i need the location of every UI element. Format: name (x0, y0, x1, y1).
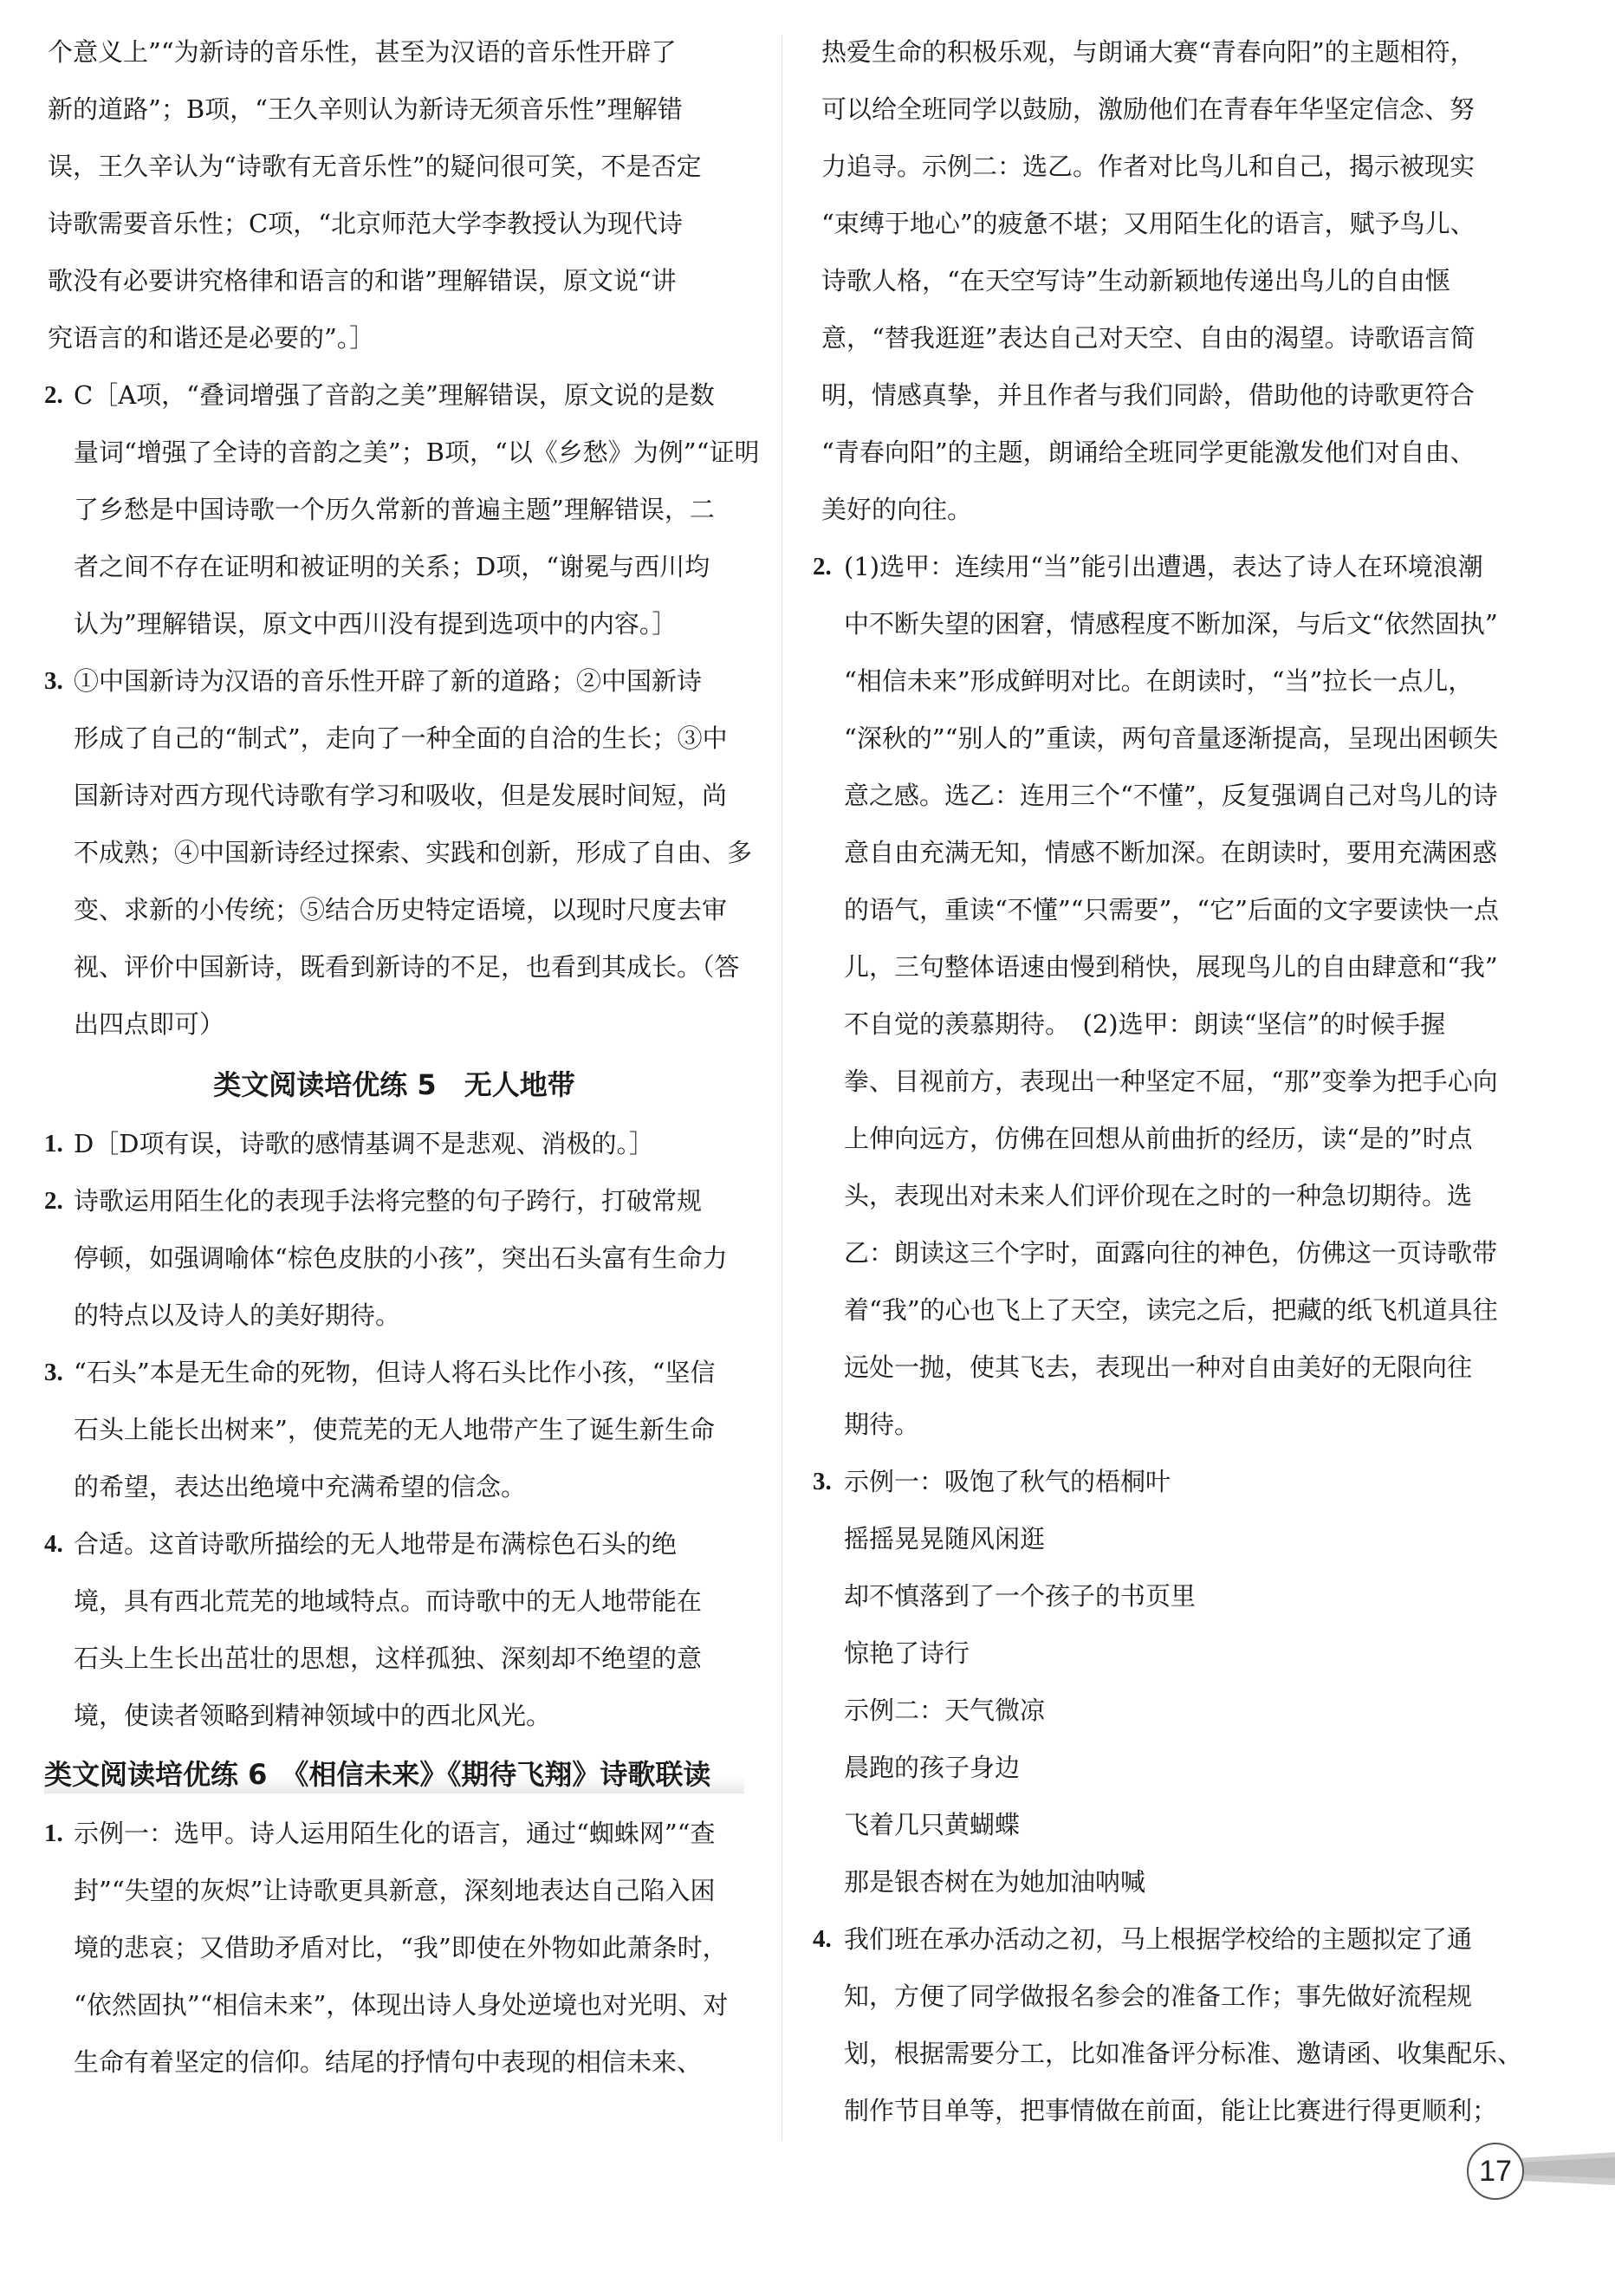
text-line: 诗歌人格，“在天空写诗”生动新颖地传递出鸟儿的自由惬 (821, 266, 1450, 295)
text-line: 着“我”的心也飞上了天空，读完之后，把藏的纸飞机道具往 (844, 1295, 1498, 1325)
text-line: 拳、目视前方，表现出一种坚定不屈，“那”变拳为把手心向 (844, 1067, 1498, 1096)
text-line: 新的道路”；B项，“王久辛则认为新诗无须音乐性”理解错 (48, 94, 683, 124)
text-line: 生命有着坚定的信仰。结尾的抒情句中表现的相信未来、 (74, 2047, 703, 2077)
section-heading-6: 类文阅读培优练 6 《相信未来》《期待飞翔》诗歌联读 (44, 1755, 744, 1793)
text-line: 视、评价中国新诗，既看到新诗的不足，也看到其成长。（答 (74, 952, 740, 982)
text-line: 究语言的和谐还是必要的”。］ (48, 323, 375, 353)
text-line: 的语气，重读“不懂”“只需要”，“它”后面的文字要读快一点 (844, 895, 1499, 924)
text-line: 认为”理解错误，原文中西川没有提到选项中的内容。］ (74, 609, 678, 639)
question-number: 1. (44, 1130, 63, 1158)
poem-line: 惊艳了诗行 (844, 1638, 970, 1668)
text-line: 明，情感真挚，并且作者与我们同龄，借助他的诗歌更符合 (821, 380, 1476, 410)
poem-line: 飞着几只黄蝴蝶 (844, 1810, 1021, 1839)
poem-line: 示例一：吸饱了秋气的梧桐叶 (844, 1467, 1171, 1496)
text-line: 意之感。选乙：连用三个“不懂”，反复强调自己对鸟儿的诗 (844, 781, 1498, 810)
poem-line: 却不慎落到了一个孩子的书页里 (844, 1581, 1197, 1611)
text-line: 知，方便了同学做报名参会的准备工作；事先做好流程规 (844, 1981, 1473, 2011)
text-line: 量词“增强了全诗的音韵之美”；B项，“以《乡愁》为例”“证明 (74, 438, 760, 467)
text-line: 个意义上”“为新诗的音乐性，甚至为汉语的音乐性开辟了 (48, 37, 677, 67)
text-line: D［D项有误，诗歌的感情基调不是悲观、消极的。］ (74, 1129, 655, 1158)
question-number: 4. (813, 1925, 832, 1953)
text-line: 儿，三句整体语速由慢到稍快，展现鸟儿的自由肆意和“我” (844, 952, 1498, 982)
text-line: 意，“替我逛逛”表达自己对天空、自由的渴望。诗歌语言简 (821, 323, 1476, 353)
text-line: 上伸向远方，仿佛在回想从前曲折的经历，读“是的”时点 (844, 1124, 1473, 1153)
text-line: 停顿，如强调喻体“棕色皮肤的小孩”，突出石头富有生命力 (74, 1243, 728, 1273)
text-line: 制作节目单等，把事情做在前面，能让比赛进行得更顺利； (844, 2096, 1498, 2125)
text-line: 示例一：选甲。诗人运用陌生化的语言，通过“蜘蛛网”“查 (74, 1819, 716, 1848)
text-line: 形成了自己的“制式”，走向了一种全面的自洽的生长；③中 (74, 723, 728, 753)
text-line: ①中国新诗为汉语的音乐性开辟了新的道路；②中国新诗 (74, 666, 703, 696)
question-number: 3. (44, 1359, 63, 1386)
text-line: 的希望，表达出绝境中充满希望的信念。 (74, 1472, 527, 1501)
question-number: 3. (813, 1468, 832, 1495)
text-line: 诗歌运用陌生化的表现手法将完整的句子跨行，打破常规 (74, 1186, 703, 1216)
text-line: 石头上生长出茁壮的思想，这样孤独、深刻却不绝望的意 (74, 1644, 703, 1673)
text-line: 远处一抛，使其飞去，表现出一种对自由美好的无限向往 (844, 1352, 1473, 1382)
question-number: 1. (44, 1819, 63, 1847)
text-line: 美好的向往。 (821, 495, 973, 524)
text-line: 的特点以及诗人的美好期待。 (74, 1300, 401, 1330)
text-line: 力追寻。示例二：选乙。作者对比鸟儿和自己，揭示被现实 (821, 152, 1476, 181)
text-line: (1)选甲：连续用“当”能引出遭遇，表达了诗人在环境浪潮 (844, 552, 1483, 581)
text-line: “深秋的”“别人的”重读，两句音量逐渐提高，呈现出困顿失 (844, 723, 1499, 753)
question-number: 2. (813, 553, 832, 580)
page-number: 17 (1467, 2143, 1524, 2200)
question-number: 2. (44, 381, 63, 409)
text-line: 出四点即可） (74, 1009, 225, 1039)
text-line: 可以给全班同学以鼓励，激励他们在青春年华坚定信念、努 (821, 94, 1476, 124)
text-line: 不自觉的羡慕期待。 (2)选甲：朗读“坚信”的时候手握 (844, 1009, 1446, 1039)
text-line: “青春向阳”的主题，朗诵给全班同学更能激发他们对自由、 (821, 438, 1476, 467)
text-line: 意自由充满无知，情感不断加深。在朗读时，要用充满困惑 (844, 838, 1498, 867)
text-line: 石头上能长出树来”，使荒芜的无人地带产生了诞生新生命 (74, 1415, 715, 1444)
text-line: 头，表现出对未来人们评价现在之时的一种急切期待。选 (844, 1181, 1473, 1210)
question-number: 3. (44, 667, 63, 695)
text-line: 封”“失望的灰烬”让诗歌更具新意，深刻地表达自己陷入困 (74, 1876, 716, 1905)
text-line: C［A项，“叠词增强了音韵之美”理解错误，原文说的是数 (74, 380, 715, 410)
text-line: 划，根据需要分工，比如准备评分标准、邀请函、收集配乐、 (844, 2039, 1523, 2068)
poem-line: 摇摇晃晃随风闲逛 (844, 1524, 1046, 1553)
text-line: 歌没有必要讲究格律和语言的和谐”理解错误，原文说“讲 (48, 266, 677, 295)
poem-line: 那是银杏树在为她加油呐喊 (844, 1867, 1146, 1897)
text-line: “石头”本是无生命的死物，但诗人将石头比作小孩，“坚信 (74, 1358, 716, 1387)
text-line: 乙：朗读这三个字时，面露向往的神色，仿佛这一页诗歌带 (844, 1238, 1498, 1268)
text-line: “依然固执”“相信未来”，体现出诗人身处逆境也对光明、对 (74, 1990, 729, 2020)
text-line: 境，使读者领略到精神领域中的西北风光。 (74, 1701, 552, 1730)
text-line: 了乡愁是中国诗歌一个历久常新的普遍主题”理解错误，二 (74, 495, 715, 524)
text-line: 不成熟；④中国新诗经过探索、实践和创新，形成了自由、多 (74, 838, 753, 867)
text-line: 国新诗对西方现代诗歌有学习和吸收，但是发展时间短，尚 (74, 781, 728, 810)
poem-line: 晨跑的孩子身边 (844, 1753, 1021, 1782)
text-line: 变、求新的小传统；⑤结合历史特定语境，以现时尺度去审 (74, 895, 728, 924)
text-line: “相信未来”形成鲜明对比。在朗读时，“当”拉长一点儿， (844, 666, 1474, 696)
text-line: 中不断失望的困窘，情感程度不断加深，与后文“依然固执” (844, 609, 1498, 639)
text-line: 误，王久辛认为“诗歌有无音乐性”的疑问很可笑，不是否定 (48, 152, 702, 181)
text-line: 热爱生命的积极乐观，与朗诵大赛“青春向阳”的主题相符， (821, 37, 1476, 67)
text-line: 境的悲哀；又借助矛盾对比，“我”即使在外物如此萧条时， (74, 1933, 728, 1962)
text-line: 境，具有西北荒芜的地域特点。而诗歌中的无人地带能在 (74, 1586, 703, 1616)
text-line: “束缚于地心”的疲惫不堪；又用陌生化的语言，赋予鸟儿、 (821, 209, 1476, 238)
text-line: 合适。这首诗歌所描绘的无人地带是布满棕色石头的绝 (74, 1529, 678, 1559)
text-line: 期待。 (844, 1410, 920, 1439)
poem-line: 示例二：天气微凉 (844, 1696, 1046, 1725)
text-line: 我们班在承办活动之初，马上根据学校给的主题拟定了通 (844, 1924, 1473, 1954)
section-heading-5: 类文阅读培优练 5 无人地带 (213, 1068, 575, 1101)
text-line: 诗歌需要音乐性；C项，“北京师范大学李教授认为现代诗 (48, 209, 684, 238)
text-line: 者之间不存在证明和被证明的关系；D项，“谢冕与西川均 (74, 552, 710, 581)
question-number: 4. (44, 1530, 63, 1558)
question-number: 2. (44, 1187, 63, 1215)
